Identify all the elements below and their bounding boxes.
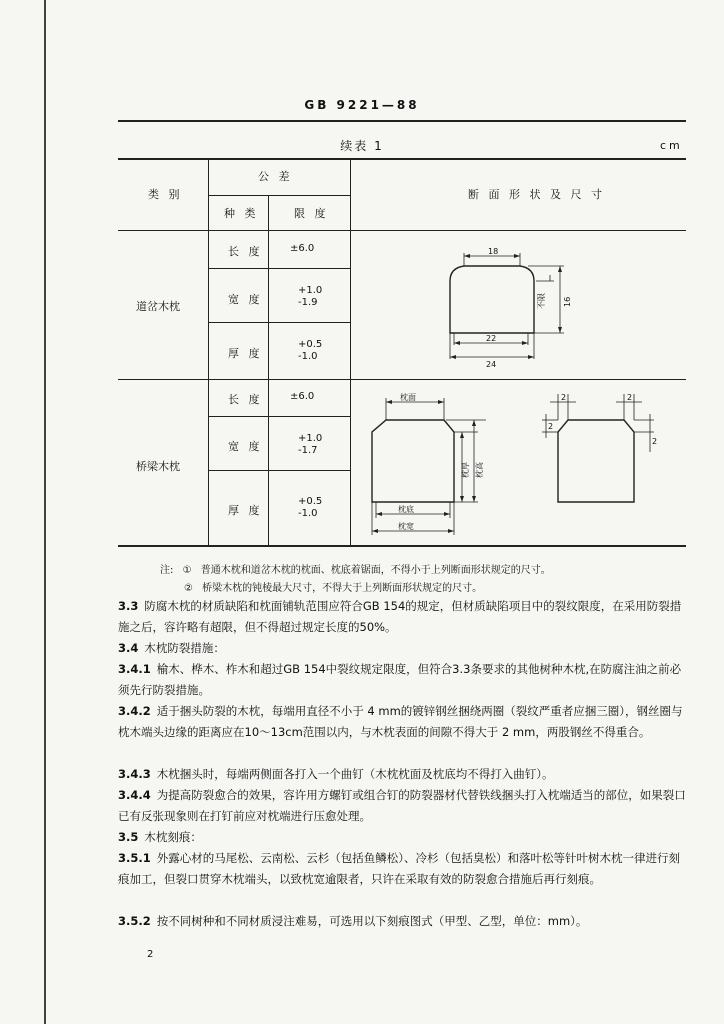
row-limit: +0.5 bbox=[298, 339, 323, 350]
paragraph-3-5 bbox=[118, 827, 690, 848]
note-2-marker: ② bbox=[184, 583, 193, 594]
paragraph-text: 木枕防裂措施： bbox=[144, 641, 225, 655]
table-caption: 续表 1 bbox=[340, 139, 384, 153]
note-1-text: 普通木枕和道岔木枕的枕面、枕底着锯面，不得小于上列断面形状规定的尺寸。 bbox=[200, 565, 551, 576]
dim-bottom-outer: 24 bbox=[486, 360, 497, 369]
standard-header: GB 9221—88 bbox=[304, 98, 420, 112]
header-limit: 限 度 bbox=[294, 207, 329, 220]
section-number: 3.5.1 bbox=[118, 851, 151, 865]
category-turnout-sleeper: 道岔木枕 bbox=[136, 300, 180, 313]
paragraph-text: 防腐木枕的材质缺陷和枕面铺轨范围应符合GB 154的规定，但材质缺陷项目中的裂纹限度，在采用防裂措施之后，容许略有超限，但不得超过规定长度的50%。 bbox=[118, 599, 682, 634]
row-kind: 宽 度 bbox=[228, 440, 263, 453]
bridge-sleeper-section-drawing bbox=[350, 380, 686, 545]
dim-bridge-top: 枕面 bbox=[400, 393, 416, 402]
row-limit-lower: -1.0 bbox=[298, 351, 318, 362]
dim-chamfer-right: 2 bbox=[627, 393, 633, 402]
row-kind: 厚 度 bbox=[228, 347, 263, 360]
dim-height: 16 bbox=[563, 296, 572, 307]
note-label: 注: bbox=[160, 565, 174, 576]
header-category: 类 别 bbox=[148, 188, 183, 201]
header-rule bbox=[118, 120, 686, 122]
dim-chamfer-left-vertical: 2 bbox=[548, 422, 554, 431]
paragraph-3-5-1 bbox=[118, 848, 690, 890]
section-number: 3.4.2 bbox=[118, 704, 151, 718]
dim-bridge-width: 枕宽 bbox=[398, 522, 414, 531]
note-1 bbox=[160, 561, 551, 576]
row-limit: +1.0 bbox=[298, 285, 323, 296]
header-section: 断 面 形 状 及 尺 寸 bbox=[468, 188, 605, 201]
row-limit-lower: -1.7 bbox=[298, 445, 318, 456]
dim-side: 不限 bbox=[537, 293, 546, 309]
paragraph-3-4-3 bbox=[118, 764, 690, 785]
dim-bridge-height: 枕高 bbox=[475, 462, 484, 478]
dim-bridge-thickness: 枕厚 bbox=[461, 462, 470, 478]
table-unit: cm bbox=[660, 139, 683, 152]
dim-top: 18 bbox=[488, 247, 499, 256]
turnout-sleeper-section-drawing bbox=[350, 231, 686, 379]
section-number: 3.3 bbox=[118, 599, 139, 613]
paragraph-text: 按不同树种和不同材质浸注难易，可选用以下刻痕图式（甲型、乙型，单位：mm）。 bbox=[156, 914, 588, 928]
row-limit: +1.0 bbox=[298, 433, 323, 444]
category-bridge-sleeper: 桥梁木枕 bbox=[136, 460, 180, 473]
row-limit: +0.5 bbox=[298, 496, 323, 507]
row-kind: 宽 度 bbox=[228, 293, 263, 306]
paragraph-text: 外露心材的马尾松、云南松、云杉（包括鱼鳞松）、冷杉（包括臭松）和落叶松等针叶树木枕一律进行刻痕加工，但裂口贯穿木枕端头，以致枕宽逾限者，只许在采取有效的防裂愈合措施后再行刻痕。 bbox=[118, 851, 680, 886]
section-number: 3.4.1 bbox=[118, 662, 151, 676]
row-limit: ±6.0 bbox=[290, 243, 315, 254]
note-2 bbox=[184, 579, 482, 594]
paragraph-3-5-2 bbox=[118, 911, 690, 932]
row-limit-lower: -1.9 bbox=[298, 297, 318, 308]
row-kind: 长 度 bbox=[228, 245, 263, 258]
dim-bridge-base: 枕底 bbox=[398, 505, 414, 514]
section-number: 3.4.3 bbox=[118, 767, 151, 781]
dim-chamfer-right-vertical: 2 bbox=[652, 437, 658, 446]
row-kind: 厚 度 bbox=[228, 504, 263, 517]
paragraph-text: 榆木、桦木、柞木和超过GB 154中裂纹规定限度，但符合3.3条要求的其他树种木枕,在防腐注油之前必须先行防裂措施。 bbox=[118, 662, 682, 697]
section-number: 3.5 bbox=[118, 830, 139, 844]
dim-chamfer-left: 2 bbox=[561, 393, 567, 402]
paragraph-text: 木枕捆头时，每端两侧面各打入一个曲钉（木枕枕面及枕底均不得打入曲钉）。 bbox=[156, 767, 554, 781]
page-number: 2 bbox=[147, 949, 154, 960]
paragraph-text: 为提高防裂愈合的效果，容许用方螺钉或组合钉的防裂器材代替铁线捆头打入枕端适当的部位，如果裂口已有反张现象则在打钉前应对枕端进行压愈处理。 bbox=[118, 788, 686, 823]
dim-bottom-inner: 22 bbox=[486, 334, 497, 343]
paragraph-3-4-4 bbox=[118, 785, 690, 827]
paragraph-3-4 bbox=[118, 638, 690, 659]
paragraph-3-3 bbox=[118, 596, 690, 638]
paragraph-3-4-1 bbox=[118, 659, 690, 701]
row-limit: ±6.0 bbox=[290, 391, 315, 402]
header-tolerance: 公 差 bbox=[258, 170, 293, 183]
note-1-marker: ① bbox=[182, 565, 192, 576]
section-number: 3.5.2 bbox=[118, 914, 151, 928]
row-kind: 长 度 bbox=[228, 393, 263, 406]
section-number: 3.4 bbox=[118, 641, 139, 655]
row-limit-lower: -1.0 bbox=[298, 508, 318, 519]
paragraph-text: 木枕刻痕： bbox=[144, 830, 202, 844]
paragraph-3-4-2 bbox=[118, 701, 690, 743]
header-kind: 种 类 bbox=[224, 207, 259, 220]
paragraph-text: 适于捆头防裂的木枕，每端用直径不小于 4 mm的镀锌钢丝捆绕两圈（裂纹严重者应捆三圈），钢丝圈与枕木端头边缘的距离应在10～13cm范围以内，与木枕表面的间隙不得大于 2 mm，两股钢丝不得重合。 bbox=[118, 704, 683, 739]
note-2-text: 桥梁木枕的钝棱最大尺寸，不得大于上列断面形状规定的尺寸。 bbox=[202, 583, 483, 594]
section-number: 3.4.4 bbox=[118, 788, 151, 802]
